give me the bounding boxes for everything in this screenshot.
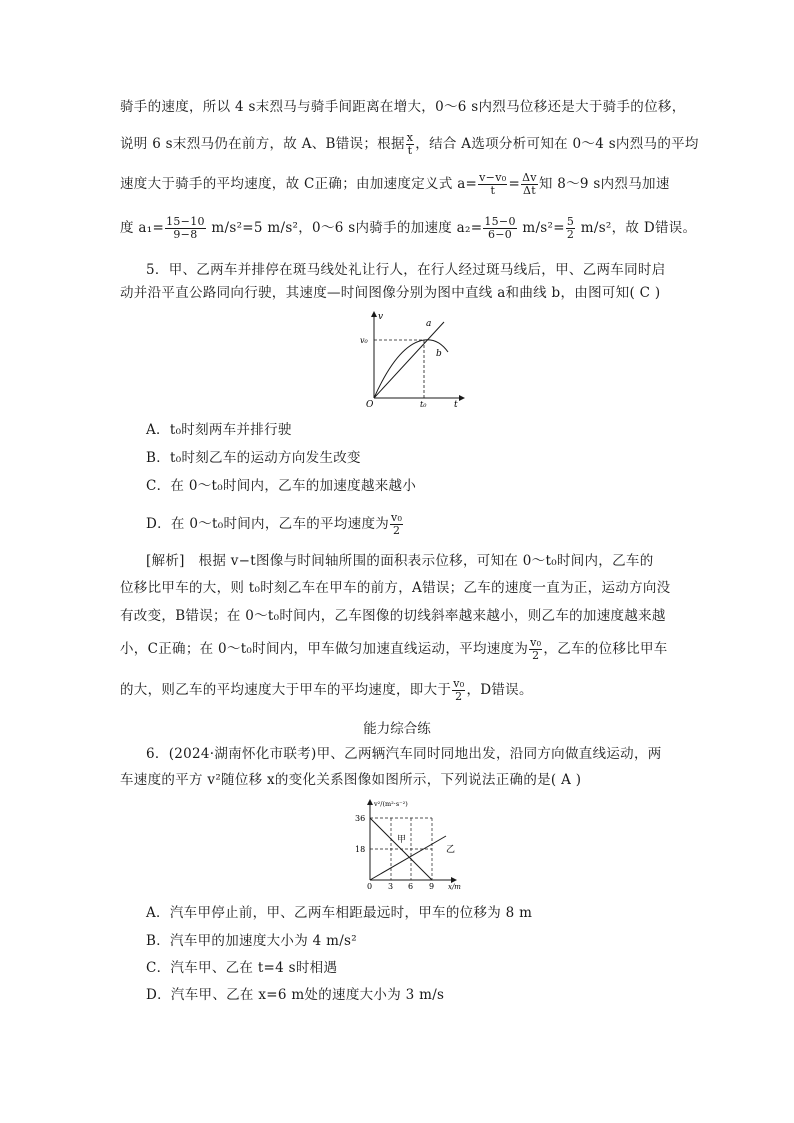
q6-v2x-graph	[350, 796, 480, 894]
tick-label-3: 3	[388, 882, 394, 891]
text-span: D．在 0～t₀时间内，乙车的平均速度为	[146, 516, 390, 532]
fraction-num: x	[406, 131, 414, 144]
q5-analysis-line-5	[120, 678, 533, 703]
text-span: 知 8～9 s内烈马加速	[538, 176, 670, 192]
text-line: 骑手的速度，所以 4 s末烈马与骑手间距离在增大，0～6 s内烈马位移还是大于骑手的位移，	[120, 99, 686, 115]
text-line	[120, 216, 696, 241]
tick-label-18: 18	[355, 845, 366, 854]
text-span: m/s²，故 D错误。	[576, 220, 697, 236]
text-span: 的大，则乙车的平均速度大于甲车的平均速度，即大于	[120, 682, 452, 698]
q5-option-c: C．在 0～t₀时间内，乙车的加速度越来越小	[146, 478, 417, 494]
fraction-den: 2	[566, 228, 575, 241]
axis-label-y: v²/(m²·s⁻²)	[374, 800, 408, 808]
q5-vt-graph	[358, 308, 468, 408]
line-yi	[370, 836, 446, 880]
q6-option-a: A．汽车甲停止前，甲、乙两车相距最远时，甲车的位移为 8 m	[146, 905, 533, 921]
text-span: 速度大于骑手的平均速度，故 C正确；由加速度定义式 a=	[120, 176, 478, 192]
text-span: ，乙车的位移比甲车	[543, 641, 668, 657]
fraction-den: Δt	[522, 184, 536, 197]
question-5-line-2: 动并沿平直公路同向行驶，其速度—时间图像分别为图中直线 a和曲线 b，由图可知( C )	[120, 285, 661, 301]
label-origin: O	[366, 400, 374, 408]
q6-option-c: C．汽车甲、乙在 t=4 s时相遇	[146, 960, 338, 976]
line-a	[374, 322, 444, 398]
fraction-den: 6−0	[487, 228, 513, 241]
fraction-num: v₀	[453, 677, 465, 690]
text-span: m/s²=	[517, 220, 565, 236]
fraction	[452, 678, 465, 703]
section-title: 能力综合练	[363, 721, 431, 737]
label-yi: 乙	[446, 845, 456, 855]
fraction-num: 15−0	[484, 215, 516, 228]
q5-analysis-line-2: 位移比甲车的大，则 t₀时刻乙车在甲车的前方，A错误；乙车的速度一直为正，运动方向没	[120, 580, 671, 596]
fraction-den: t	[490, 184, 496, 197]
tick-label-6: 6	[408, 882, 414, 891]
q5-analysis-line-3: 有改变，B错误；在 0～t₀时间内，乙车图像的切线斜率越来越小，则乙车的加速度越来越	[120, 608, 666, 624]
text-line	[120, 132, 699, 157]
fraction-den: t	[407, 144, 413, 157]
q5-option-d	[146, 512, 404, 537]
label-jia: 甲	[397, 835, 407, 845]
fraction-num: v₀	[530, 636, 542, 649]
text-line	[120, 172, 670, 197]
axis-label-v: v	[378, 312, 384, 322]
tick-label-36: 36	[355, 814, 366, 823]
fraction-num: v₀	[391, 511, 403, 524]
fraction-num: Δv	[522, 171, 537, 184]
text-span: 根据	[377, 136, 405, 152]
fraction	[390, 512, 403, 537]
q5-analysis-line-1: [解析] 根据 v−t图像与时间轴所围的面积表示位移，可知在 0～t₀时间内，乙车的	[146, 553, 654, 569]
text-span: =	[508, 176, 521, 192]
q6-option-b: B．汽车甲的加速度大小为 4 m/s²	[146, 933, 357, 949]
fraction-den: 9−8	[173, 228, 198, 241]
fraction	[406, 132, 415, 157]
fraction	[529, 637, 542, 662]
fraction-num: v−v₀	[479, 171, 507, 184]
q5-analysis-line-4	[120, 637, 668, 662]
question-5-line-1: 5．甲、乙两车并排停在斑马线处礼让行人，在行人经过斑马线后，甲、乙两车同时启	[146, 262, 666, 278]
fraction	[478, 172, 507, 197]
q6-option-d: D．汽车甲、乙在 x=6 m处的速度大小为 3 m/s	[146, 987, 445, 1003]
label-b: b	[436, 349, 442, 359]
question-6-line-2: 车速度的平方 v²随位移 x的变化关系图像如图所示，下列说法正确的是( A )	[120, 772, 582, 788]
fraction-den: 2	[532, 649, 540, 662]
fraction	[566, 216, 575, 241]
fraction-den: 2	[455, 690, 463, 703]
tick-label-9: 9	[429, 882, 435, 891]
fraction	[165, 216, 206, 241]
text-span: ，结合 A选项分析可知在 0～4 s内烈马的平均	[415, 136, 699, 152]
text-span: ，D错误。	[466, 682, 533, 698]
label-v0: v₀	[360, 336, 368, 345]
axis-label-t: t	[454, 400, 458, 408]
question-6-line-1: 6．(2024·湖南怀化市联考)甲、乙两辆汽车同时同地出发，沿同方向做直线运动，两	[146, 746, 662, 762]
q5-option-b: B．t₀时刻乙车的运动方向发生改变	[146, 450, 361, 466]
fraction-num: 15−10	[166, 215, 205, 228]
text-span: 小，C正确；在 0～t₀时间内，甲车做匀加速直线运动，平均速度为	[120, 641, 529, 657]
axis-label-x: x/m	[448, 883, 461, 891]
q5-option-a: A．t₀时刻两车并排行驶	[146, 422, 292, 438]
fraction-num: 5	[566, 215, 575, 228]
text-span: 说明 6 s末烈马仍在前方，故 A、B错误；	[120, 136, 378, 152]
text-span: 度 a₁=	[120, 220, 165, 236]
label-a: a	[426, 319, 432, 329]
fraction	[483, 216, 516, 241]
text-span: m/s²=5 m/s²，0～6 s内骑手的加速度 a₂=	[206, 220, 483, 236]
fraction-den: 2	[393, 524, 401, 537]
fraction	[521, 172, 538, 197]
tick-label-0: 0	[367, 882, 373, 891]
label-t0: t₀	[420, 400, 427, 408]
